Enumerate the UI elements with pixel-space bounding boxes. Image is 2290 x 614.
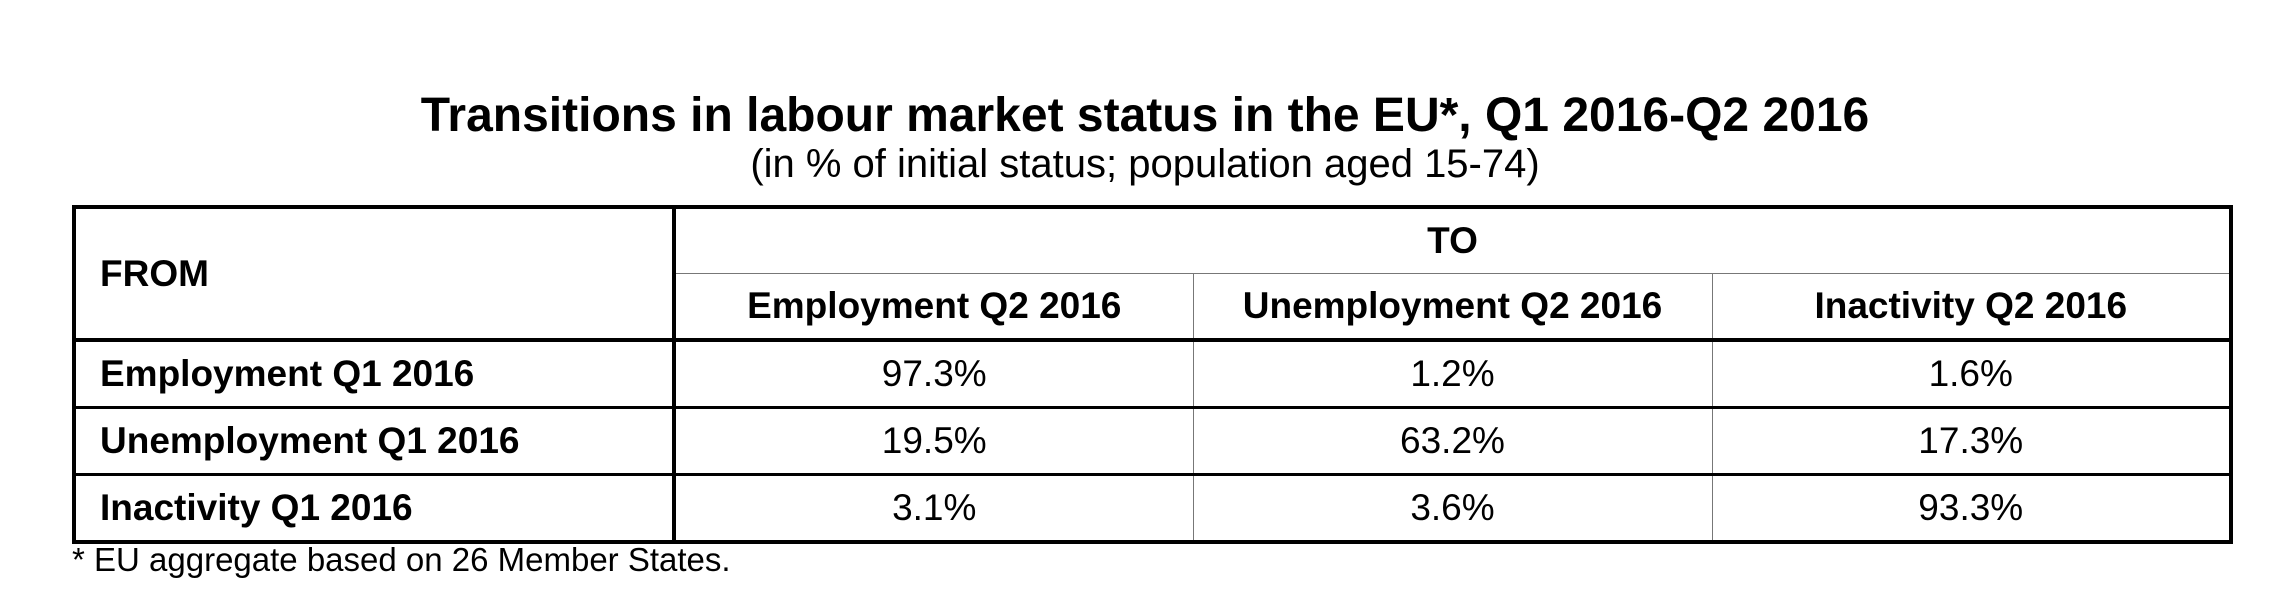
footnote: * EU aggregate based on 26 Member States. (72, 541, 731, 578)
table-cell: 63.2% (1193, 408, 1712, 475)
column-header-employment: Employment Q2 2016 (674, 274, 1193, 341)
column-header-inactivity: Inactivity Q2 2016 (1712, 274, 2231, 341)
table-cell: 1.6% (1712, 340, 2231, 408)
table-row (74, 475, 2231, 543)
row-label: Inactivity Q1 2016 (74, 475, 674, 543)
transitions-table (72, 205, 2233, 544)
table-cell: 19.5% (674, 408, 1193, 475)
table-cell: 17.3% (1712, 408, 2231, 475)
row-label: Unemployment Q1 2016 (74, 408, 674, 475)
page-subtitle: (in % of initial status; population aged 15-74) (750, 142, 1540, 186)
table-cell: 97.3% (674, 340, 1193, 408)
table-cell: 3.1% (674, 475, 1193, 543)
column-header-unemployment: Unemployment Q2 2016 (1193, 274, 1712, 341)
page-title: Transitions in labour market status in the EU*, Q1 2016-Q2 2016 (420, 89, 1870, 142)
from-header: FROM (74, 207, 674, 340)
table-cell: 1.2% (1193, 340, 1712, 408)
table-row (74, 340, 2231, 408)
row-label: Employment Q1 2016 (74, 340, 674, 408)
table-row (74, 408, 2231, 475)
table-cell: 3.6% (1193, 475, 1712, 543)
to-header: TO (674, 207, 2231, 274)
table-cell: 93.3% (1712, 475, 2231, 543)
